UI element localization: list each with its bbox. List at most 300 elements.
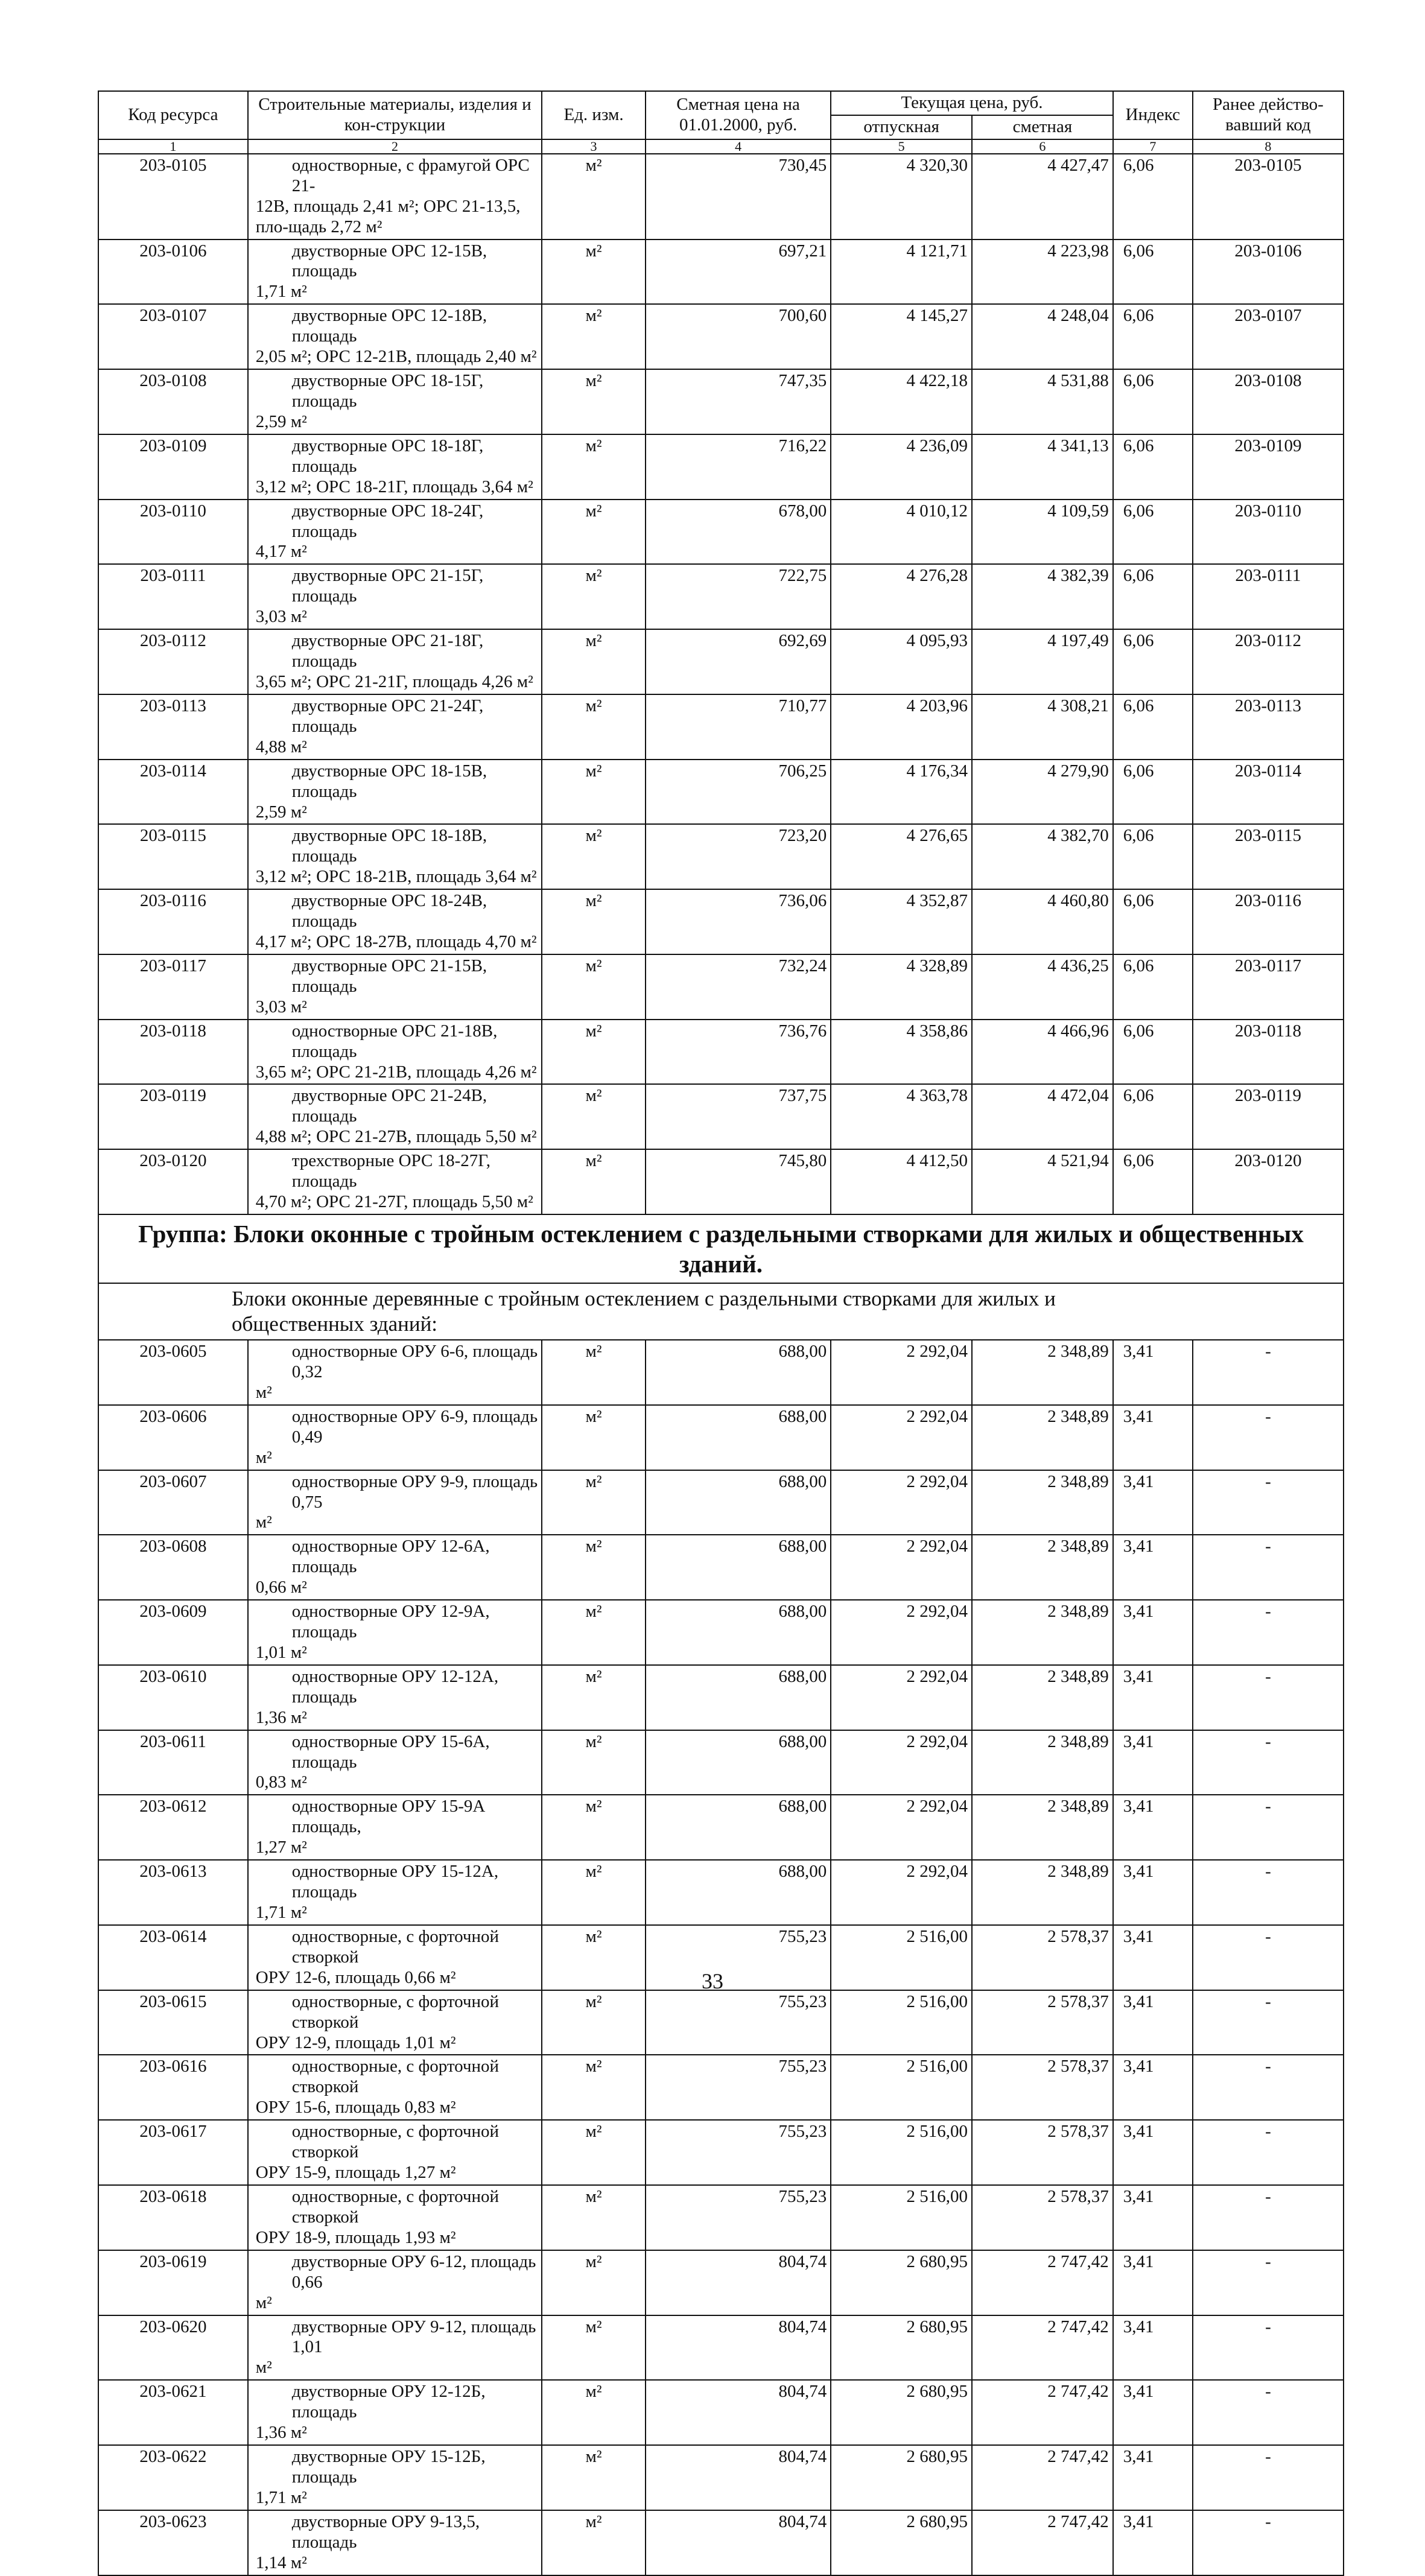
base-price-cell: 804,74 [646,2510,831,2575]
material-name-line1: одностворные, с форточной створкой [291,1926,500,1967]
material-name-line1: одностворные ОРУ 12-12А, площадь [291,1666,499,1707]
resource-code-cell: 203-0615 [98,1990,248,2055]
table-row [98,1340,1344,1405]
release-price-cell: 4 422,18 [831,369,972,434]
resource-code-cell: 203-0119 [98,1084,248,1149]
material-name-cell [248,2120,542,2185]
table-row [98,1470,1344,1535]
estimate-price-cell: 2 348,89 [972,1535,1113,1600]
index-cell: 3,41 [1113,1340,1193,1405]
header-release-price: отпускная [831,115,972,139]
table-row [98,1084,1344,1149]
estimate-price-cell: 4 427,47 [972,154,1113,240]
material-name-cell [248,369,542,434]
material-name-line2: 4,17 м² [255,542,307,562]
material-name-cell [248,824,542,889]
header-index: Индекс [1113,91,1193,139]
unit-cell: м² [542,1730,646,1795]
material-name-cell [248,1795,542,1860]
estimate-price-cell: 2 578,37 [972,2185,1113,2250]
table-body-oru [98,1340,1344,2575]
estimate-price-cell: 2 747,42 [972,2510,1113,2575]
material-name-line1: одностворные ОРУ 15-12А, площадь [291,1862,499,1902]
material-name-cell [248,304,542,369]
material-name-line2: м² [255,1512,272,1532]
estimate-price-cell: 4 197,49 [972,629,1113,694]
subgroup-title-line2: общественных зданий: [232,1312,438,1336]
material-name-cell [248,2185,542,2250]
column-number: 3 [542,139,646,154]
previous-code-cell: - [1193,2185,1344,2250]
estimate-price-cell: 2 348,89 [972,1795,1113,1860]
release-price-cell: 2 292,04 [831,1470,972,1535]
release-price-cell: 2 680,95 [831,2510,972,2575]
release-price-cell: 2 292,04 [831,1795,972,1860]
base-price-cell: 710,77 [646,694,831,760]
estimate-price-cell: 2 747,42 [972,2380,1113,2445]
previous-code-cell: - [1193,1795,1344,1860]
estimate-price-cell: 4 382,70 [972,824,1113,889]
previous-code-cell: 203-0119 [1193,1084,1344,1149]
subgroup-title-line1: Блоки оконные деревянные с тройным остеклением с раздельными створками для жилых и [232,1287,1056,1311]
estimate-price-cell: 2 348,89 [972,1405,1113,1470]
table-row [98,2315,1344,2381]
estimate-price-cell: 2 348,89 [972,1600,1113,1665]
material-name-line2: ОРУ 15-6, площадь 0,83 м² [255,2098,456,2118]
estimate-price-cell: 2 348,89 [972,1340,1113,1405]
previous-code-cell: 203-0112 [1193,629,1344,694]
base-price-cell: 736,06 [646,889,831,954]
estimate-price-cell: 4 382,39 [972,564,1113,629]
material-name-line1: одностворные ОРУ 6-6, площадь 0,32 [291,1342,538,1382]
unit-cell: м² [542,434,646,500]
previous-code-cell: - [1193,2445,1344,2510]
index-cell: 3,41 [1113,1860,1193,1925]
index-cell: 6,06 [1113,824,1193,889]
material-name-cell [248,1990,542,2055]
table-row [98,824,1344,889]
previous-code-cell: - [1193,1730,1344,1795]
index-cell: 3,41 [1113,2250,1193,2315]
release-price-cell: 4 320,30 [831,154,972,240]
previous-code-cell: 203-0107 [1193,304,1344,369]
estimate-price-cell: 4 531,88 [972,369,1113,434]
previous-code-cell: - [1193,2380,1344,2445]
index-cell: 6,06 [1113,564,1193,629]
base-price-cell: 678,00 [646,500,831,565]
unit-cell: м² [542,1535,646,1600]
base-price-cell: 688,00 [646,1470,831,1535]
previous-code-cell: 203-0115 [1193,824,1344,889]
table-row [98,1665,1344,1730]
base-price-cell: 688,00 [646,1340,831,1405]
resource-code-cell: 203-0109 [98,434,248,500]
material-name-line2: 3,65 м²; ОРС 21-21Г, площадь 4,26 м² [255,671,533,691]
release-price-cell: 4 363,78 [831,1084,972,1149]
material-name-cell [248,1860,542,1925]
material-name-line1: двустворные ОРС 18-15Г, площадь [291,371,484,411]
resource-code-cell: 203-0111 [98,564,248,629]
resource-code-cell: 203-0120 [98,1149,248,1214]
resource-code-cell: 203-0114 [98,760,248,825]
unit-cell: м² [542,1990,646,2055]
base-price-cell: 732,24 [646,954,831,1020]
material-name-line1: одностворные, с форточной створкой [291,1991,500,2032]
material-name-line1: двустворные ОРС 18-24Г, площадь [291,501,484,541]
unit-cell: м² [542,1149,646,1214]
estimate-price-cell: 4 436,25 [972,954,1113,1020]
base-price-cell: 804,74 [646,2380,831,2445]
release-price-cell: 4 145,27 [831,304,972,369]
previous-code-cell: 203-0114 [1193,760,1344,825]
table-row [98,694,1344,760]
material-name-line2: ОРУ 12-6, площадь 0,66 м² [255,1967,456,1987]
previous-code-cell: - [1193,1600,1344,1665]
release-price-cell: 2 292,04 [831,1665,972,1730]
release-price-cell: 2 292,04 [831,1535,972,1600]
material-name-cell [248,694,542,760]
column-number: 2 [248,139,542,154]
material-name-line1: двустворные ОРС 18-24В, площадь [291,891,487,931]
index-cell: 6,06 [1113,1084,1193,1149]
unit-cell: м² [542,2315,646,2381]
price-table-sheet [98,90,1344,2576]
unit-cell: м² [542,1925,646,1990]
release-price-cell: 2 292,04 [831,1600,972,1665]
table-row [98,2380,1344,2445]
material-name-cell [248,2445,542,2510]
material-name-line1: двустворные ОРУ 9-12, площадь 1,01 [291,2317,536,2357]
material-name-line1: трехстворные ОРС 18-27Г, площадь [291,1151,491,1191]
table-row [98,2510,1344,2575]
table-row [98,564,1344,629]
previous-code-cell: 203-0108 [1193,369,1344,434]
material-name-line2: 3,12 м²; ОРС 18-21В, площадь 3,64 м² [255,867,537,887]
index-cell: 6,06 [1113,369,1193,434]
release-price-cell: 2 680,95 [831,2380,972,2445]
index-cell: 3,41 [1113,1405,1193,1470]
index-cell: 3,41 [1113,1925,1193,1990]
unit-cell: м² [542,2120,646,2185]
resource-code-cell: 203-0623 [98,2510,248,2575]
unit-cell: м² [542,1405,646,1470]
base-price-cell: 688,00 [646,1600,831,1665]
index-cell: 6,06 [1113,154,1193,240]
index-cell: 6,06 [1113,694,1193,760]
base-price-cell: 755,23 [646,1990,831,2055]
previous-code-cell: - [1193,1990,1344,2055]
resource-code-cell: 203-0618 [98,2185,248,2250]
material-name-cell [248,2380,542,2445]
material-name-line1: одностворные ОРУ 12-9А, площадь [291,1602,490,1642]
table-row [98,240,1344,305]
material-name-line2: 1,36 м² [255,1707,307,1727]
unit-cell: м² [542,629,646,694]
base-price-cell: 804,74 [646,2315,831,2381]
previous-code-cell: - [1193,1925,1344,1990]
previous-code-cell: - [1193,1470,1344,1535]
estimate-price-cell: 2 348,89 [972,1860,1113,1925]
release-price-cell: 4 203,96 [831,694,972,760]
base-price-cell: 688,00 [646,1730,831,1795]
unit-cell: м² [542,1084,646,1149]
subgroup-row [98,1283,1344,1340]
release-price-cell: 4 412,50 [831,1149,972,1214]
unit-cell: м² [542,1340,646,1405]
base-price-cell: 755,23 [646,2055,831,2120]
material-name-line2: 4,88 м²; ОРС 21-27В, площадь 5,50 м² [255,1127,537,1147]
material-name-cell [248,889,542,954]
estimate-price-cell: 4 521,94 [972,1149,1113,1214]
resource-code-cell: 203-0614 [98,1925,248,1990]
page-number: 33 [702,1969,723,1993]
previous-code-cell: 203-0111 [1193,564,1344,629]
material-name-line1: одностворные ОРС 21-18В, площадь [291,1021,498,1061]
table-row [98,500,1344,565]
previous-code-cell: - [1193,2120,1344,2185]
resource-code-cell: 203-0117 [98,954,248,1020]
index-cell: 3,41 [1113,1470,1193,1535]
material-name-line2: м² [255,1382,272,1402]
material-name-cell [248,2315,542,2381]
resource-code-cell: 203-0613 [98,1860,248,1925]
unit-cell: м² [542,2250,646,2315]
material-name-line1: двустворные ОРУ 6-12, площадь 0,66 [291,2251,536,2292]
base-price-cell: 737,75 [646,1084,831,1149]
column-number: 6 [972,139,1113,154]
release-price-cell: 4 328,89 [831,954,972,1020]
unit-cell: м² [542,1020,646,1085]
base-price-cell: 688,00 [646,1795,831,1860]
material-name-line1: двустворные ОРС 18-18В, площадь [291,826,487,866]
index-cell: 3,41 [1113,1730,1193,1795]
release-price-cell: 4 010,12 [831,500,972,565]
estimate-price-cell: 4 279,90 [972,760,1113,825]
unit-cell: м² [542,564,646,629]
material-name-line2: 2,59 м² [255,802,307,822]
estimate-price-cell: 4 223,98 [972,240,1113,305]
material-name-line2: 1,27 м² [255,1838,307,1857]
unit-cell: м² [542,694,646,760]
column-number: 5 [831,139,972,154]
material-name-cell [248,629,542,694]
resource-code-cell: 203-0608 [98,1535,248,1600]
material-name-line1: двустворные ОРУ 15-12Б, площадь [291,2447,486,2487]
resource-code-cell: 203-0616 [98,2055,248,2120]
material-name-line2: 2,05 м²; ОРС 12-21В, площадь 2,40 м² [255,347,537,367]
resource-code-cell: 203-0116 [98,889,248,954]
header-materials: Строительные материалы, изделия и кон-струкции [248,91,542,139]
table-row [98,760,1344,825]
material-name-line1: двустворные ОРС 12-15В, площадь [291,241,487,281]
unit-cell: м² [542,154,646,240]
resource-code-cell: 203-0617 [98,2120,248,2185]
material-name-line2: м² [255,1447,272,1467]
material-name-cell [248,2510,542,2575]
material-name-cell [248,564,542,629]
resource-code-cell: 203-0620 [98,2315,248,2381]
release-price-cell: 4 276,28 [831,564,972,629]
estimate-price-cell: 4 460,80 [972,889,1113,954]
index-cell: 6,06 [1113,240,1193,305]
unit-cell: м² [542,2380,646,2445]
material-name-line1: двустворные ОРС 21-15В, площадь [291,956,487,996]
index-cell: 3,41 [1113,2185,1193,2250]
index-cell: 6,06 [1113,434,1193,500]
column-number-row [98,139,1344,154]
resource-code-cell: 203-0611 [98,1730,248,1795]
material-name-line2: ОРУ 12-9, площадь 1,01 м² [255,2032,456,2052]
base-price-cell: 747,35 [646,369,831,434]
base-price-cell: 723,20 [646,824,831,889]
material-name-line2: 1,36 м² [255,2423,307,2443]
base-price-cell: 688,00 [646,1860,831,1925]
column-number: 4 [646,139,831,154]
previous-code-cell: - [1193,1860,1344,1925]
header-previous-code: Ранее действо-вавший код [1193,91,1344,139]
table-row [98,434,1344,500]
estimate-price-cell: 2 578,37 [972,2055,1113,2120]
previous-code-cell: 203-0113 [1193,694,1344,760]
resource-code-cell: 203-0105 [98,154,248,240]
previous-code-cell: 203-0106 [1193,240,1344,305]
column-number: 7 [1113,139,1193,154]
table-row [98,2120,1344,2185]
material-name-line2: ОРУ 18-9, площадь 1,93 м² [255,2227,456,2247]
index-cell: 3,41 [1113,2510,1193,2575]
base-price-cell: 692,69 [646,629,831,694]
table-row [98,2055,1344,2120]
base-price-cell: 804,74 [646,2250,831,2315]
release-price-cell: 4 236,09 [831,434,972,500]
resource-code-cell: 203-0622 [98,2445,248,2510]
index-cell: 3,41 [1113,1600,1193,1665]
material-name-cell [248,1149,542,1214]
release-price-cell: 2 680,95 [831,2250,972,2315]
group-title: Группа: Блоки оконные с тройным остеклением с раздельными створками для жилых и общественных зданий. [98,1214,1344,1283]
estimate-price-cell: 4 109,59 [972,500,1113,565]
material-name-line2: 3,03 м² [255,997,307,1017]
resource-code-cell: 203-0606 [98,1405,248,1470]
header-resource-code: Код ресурса [98,91,248,139]
unit-cell: м² [542,2055,646,2120]
material-name-cell [248,1084,542,1149]
table-row [98,629,1344,694]
material-name-line1: двустворные ОРС 12-18В, площадь [291,306,487,346]
material-name-line2: м² [255,2358,272,2378]
unit-cell: м² [542,500,646,565]
material-name-line1: одностворные ОРУ 15-6А, площадь [291,1731,490,1772]
material-name-cell [248,2055,542,2120]
index-cell: 3,41 [1113,2055,1193,2120]
material-name-cell [248,2250,542,2315]
material-name-line1: одностворные ОРУ 15-9А площадь, [291,1797,486,1837]
table-row [98,1405,1344,1470]
previous-code-cell: 203-0110 [1193,500,1344,565]
index-cell: 3,41 [1113,1990,1193,2055]
material-name-line2: 12В, площадь 2,41 м²; ОРС 21-13,5, пло-щадь 2,72 м² [255,196,521,236]
index-cell: 6,06 [1113,889,1193,954]
estimate-price-cell: 2 578,37 [972,1925,1113,1990]
unit-cell: м² [542,2510,646,2575]
resource-code-cell: 203-0621 [98,2380,248,2445]
unit-cell: м² [542,1860,646,1925]
base-price-cell: 706,25 [646,760,831,825]
resource-code-cell: 203-0107 [98,304,248,369]
base-price-cell: 700,60 [646,304,831,369]
material-name-line1: одностворные ОРУ 6-9, площадь 0,49 [291,1406,538,1447]
resource-code-cell: 203-0609 [98,1600,248,1665]
table-row [98,1990,1344,2055]
release-price-cell: 2 516,00 [831,1925,972,1990]
table-row [98,1535,1344,1600]
table-row [98,889,1344,954]
material-name-line2: 1,71 м² [255,282,307,302]
estimate-price-cell: 2 578,37 [972,2120,1113,2185]
resource-code-cell: 203-0112 [98,629,248,694]
previous-code-cell: - [1193,1665,1344,1730]
release-price-cell: 2 680,95 [831,2315,972,2381]
base-price-cell: 755,23 [646,2120,831,2185]
material-name-line2: 3,12 м²; ОРС 18-21Г, площадь 3,64 м² [255,477,533,496]
index-cell: 6,06 [1113,500,1193,565]
index-cell: 3,41 [1113,1535,1193,1600]
table-row [98,2185,1344,2250]
unit-cell: м² [542,889,646,954]
release-price-cell: 2 516,00 [831,2055,972,2120]
material-name-cell [248,434,542,500]
index-cell: 3,41 [1113,2445,1193,2510]
price-table [98,90,1344,2576]
base-price-cell: 736,76 [646,1020,831,1085]
resource-code-cell: 203-0115 [98,824,248,889]
table-row [98,154,1344,240]
material-name-line2: 1,71 м² [255,1903,307,1923]
material-name-line1: двустворные ОРУ 9-13,5, площадь [291,2511,480,2552]
resource-code-cell: 203-0108 [98,369,248,434]
base-price-cell: 688,00 [646,1405,831,1470]
release-price-cell: 4 176,34 [831,760,972,825]
resource-code-cell: 203-0605 [98,1340,248,1405]
previous-code-cell: 203-0109 [1193,434,1344,500]
estimate-price-cell: 4 472,04 [972,1084,1113,1149]
release-price-cell: 4 121,71 [831,240,972,305]
material-name-cell [248,1665,542,1730]
base-price-cell: 697,21 [646,240,831,305]
resource-code-cell: 203-0607 [98,1470,248,1535]
material-name-cell [248,1340,542,1405]
estimate-price-cell: 4 466,96 [972,1020,1113,1085]
base-price-cell: 730,45 [646,154,831,240]
index-cell: 6,06 [1113,760,1193,825]
material-name-line1: двустворные ОРС 21-24Г, площадь [291,696,484,736]
material-name-cell [248,1405,542,1470]
index-cell: 6,06 [1113,954,1193,1020]
material-name-line2: 1,71 м² [255,2487,307,2507]
unit-cell: м² [542,760,646,825]
previous-code-cell: - [1193,2055,1344,2120]
material-name-line1: двустворные ОРС 21-15Г, площадь [291,566,484,606]
material-name-line2: 0,83 м² [255,1772,307,1792]
group-section [98,1214,1344,1340]
estimate-price-cell: 2 348,89 [972,1730,1113,1795]
table-row [98,1795,1344,1860]
material-name-cell [248,1730,542,1795]
base-price-cell: 745,80 [646,1149,831,1214]
material-name-line1: двустворные ОРС 18-15В, площадь [291,761,487,801]
release-price-cell: 2 516,00 [831,2120,972,2185]
estimate-price-cell: 2 578,37 [972,1990,1113,2055]
